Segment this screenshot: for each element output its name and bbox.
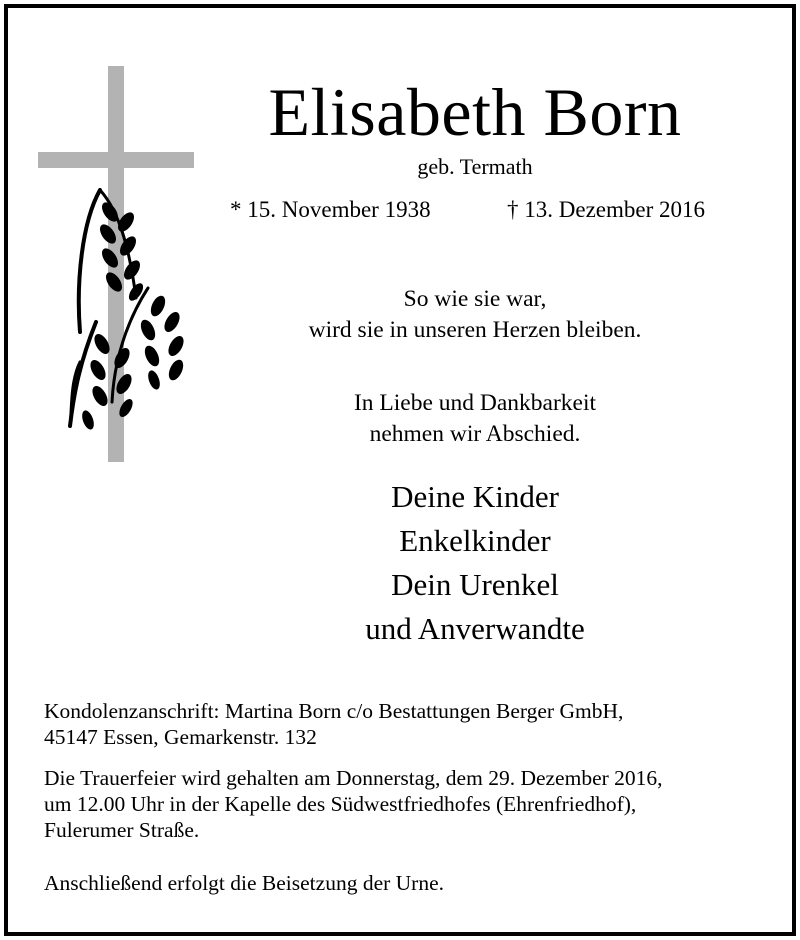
ceremony-line: Fulerumer Straße. xyxy=(44,818,200,842)
cross-with-wheat-icon xyxy=(30,62,200,466)
condolence-line: 45147 Essen, Gemarkenstr. 132 xyxy=(44,725,317,749)
condolence-line: Kondolenzanschrift: Martina Born c/o Bestattungen Berger GmbH, xyxy=(44,699,624,723)
birth-date: * 15. November 1938 xyxy=(230,197,431,222)
condolence-address xyxy=(44,698,764,750)
burial-note: Anschließend erfolgt die Beisetzung der Urne. xyxy=(44,871,445,895)
death-date: † 13. Dezember 2016 xyxy=(507,197,705,222)
ceremony-line: Die Trauerfeier wird gehalten am Donnerstag, dem 29. Dezember 2016, xyxy=(44,766,663,790)
mourners-list xyxy=(200,475,750,651)
mourner-entry: Deine Kinder xyxy=(391,479,559,514)
farewell-line: nehmen wir Abschied. xyxy=(369,421,581,447)
farewell-line: In Liebe und Dankbarkeit xyxy=(353,390,597,416)
quote-line: wird sie in unseren Herzen bleiben. xyxy=(308,317,642,343)
mourner-entry: Enkelkinder xyxy=(399,523,551,558)
farewell-text xyxy=(200,388,750,450)
mourner-entry: und Anverwandte xyxy=(365,611,585,646)
quote-line: So wie sie war, xyxy=(403,286,547,312)
ceremony-line: um 12.00 Uhr in der Kapelle des Südwestfriedhofes (Ehrenfriedhof), xyxy=(44,792,637,816)
quote-text xyxy=(200,284,750,346)
cross-horizontal-bar xyxy=(38,152,194,168)
ceremony-details xyxy=(44,765,764,843)
deceased-name: Elisabeth Born xyxy=(268,74,682,150)
birth-name: geb. Termath xyxy=(417,154,533,179)
mourner-entry: Dein Urenkel xyxy=(391,567,559,602)
